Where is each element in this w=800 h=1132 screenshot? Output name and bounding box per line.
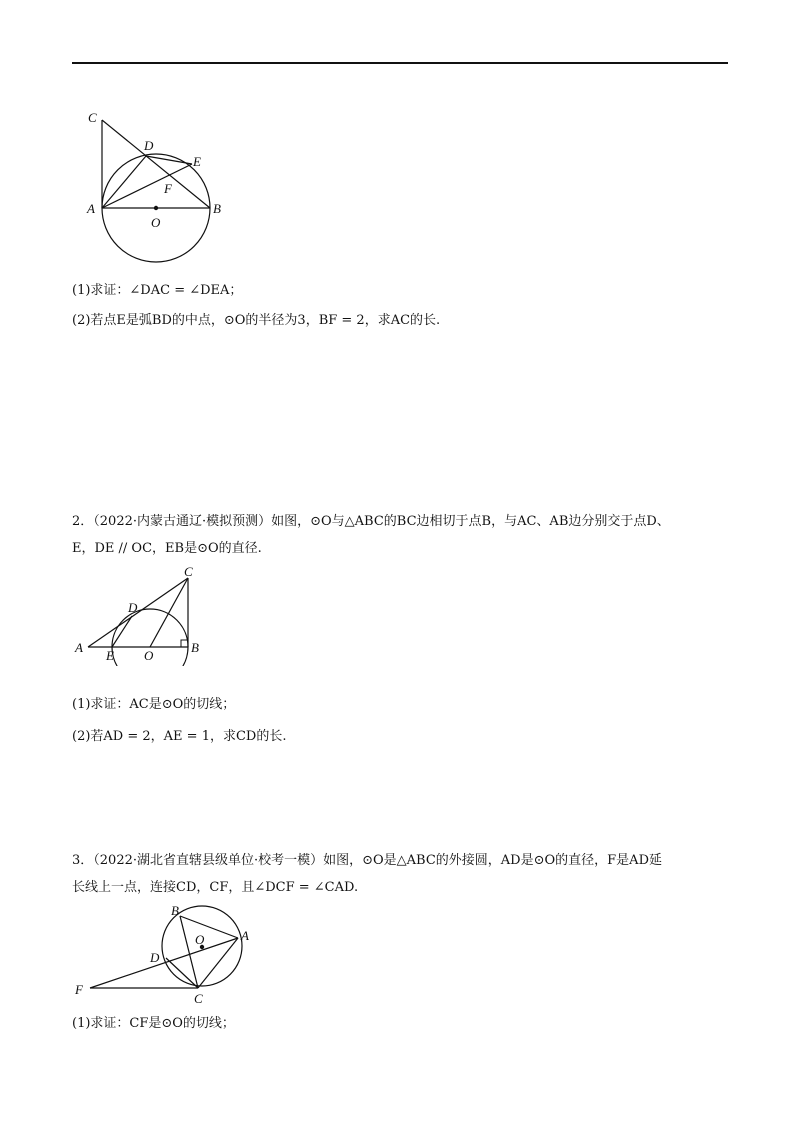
problem1-question2: (2)若点E是弧BD的中点，⊙O的半径为3，BF = 2，求AC的长. — [72, 313, 441, 328]
fig2-label-O: O — [144, 648, 154, 663]
problem2-question2: (2)若AD = 2，AE = 1，求CD的长. — [72, 729, 287, 744]
fig1-label-B: B — [213, 201, 221, 216]
fig2-label-D: D — [128, 600, 138, 615]
fig3-label-F: F — [75, 982, 83, 997]
problem3-stem-line1: 3．（2022·湖北省直辖县级单位·校考一模）如图，⊙O是△ABC的外接圆，AD是⊙O的直径，F是AD延 — [72, 853, 662, 868]
figure-2-tangent-triangle — [70, 566, 220, 666]
fig1-label-D: D — [144, 138, 154, 153]
fig1-label-C: C — [88, 110, 97, 125]
problem2-question1: (1)求证：AC是⊙O的切线； — [72, 697, 236, 712]
fig2-label-E: E — [106, 648, 114, 663]
fig3-label-A: A — [241, 928, 249, 943]
problem3-question1: (1)求证：CF是⊙O的切线； — [72, 1016, 235, 1031]
figure-1-circle-tangent — [80, 100, 250, 280]
fig1-label-F: F — [164, 181, 172, 196]
fig3-label-C: C — [194, 991, 203, 1006]
figure-3-circumcircle — [70, 900, 270, 1010]
fig3-label-O: O — [195, 932, 205, 947]
fig1-label-A: A — [87, 201, 95, 216]
problem1-question1: (1)求证：∠DAC = ∠DEA； — [72, 283, 243, 298]
fig2-label-A: A — [75, 640, 83, 655]
problem3-stem-line2: 长线上一点，连接CD，CF，且∠DCF = ∠CAD. — [72, 880, 359, 895]
fig1-label-E: E — [193, 154, 201, 169]
fig1-label-O: O — [151, 215, 161, 230]
fig3-label-B: B — [171, 903, 179, 918]
fig2-label-C: C — [184, 566, 193, 579]
problem2-stem-line2: E，DE // OC，EB是⊙O的直径. — [72, 541, 262, 556]
problem2-stem-line1: 2．（2022·内蒙古通辽·模拟预测）如图，⊙O与△ABC的BC边相切于点B，与AC、AB边分别交于点D、 — [72, 514, 670, 529]
fig2-label-B: B — [191, 640, 199, 655]
header-rule — [72, 62, 728, 64]
fig3-label-D: D — [150, 950, 160, 965]
